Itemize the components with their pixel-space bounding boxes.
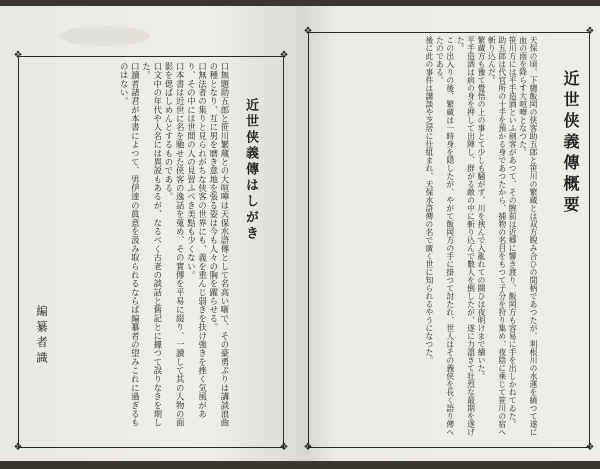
corner-ornament: ❖: [279, 442, 289, 453]
editor-signature: 編纂者識: [35, 305, 49, 367]
preface-body: 口無題助五郎と笹川繁蔵との大喧嘩は天保水滸傳として名高い噺で、その豪勇ぶりは講談浪曲の種となり、互に男を磨き意地を張る姿は今も人々の胸を躍らせる。 口無法者の集りと見られがちな侠客の世界にも、義を重んじ弱きを扶け強きを挫く気風があり、その中には世間の人の見習ふべき美點も少くない。 口本書は近世に名を馳せた侠客の逸話を蒐め、その實傳を平易に綴り、一讀して其の人物の面影を偲ばしめんとするものである。 口文中の年代や人名には異説もあるが、なるべく古老の談話と舊記とに據つて誤りなきを期した。 口讀者諸君が本書によつて、男伊達の眞意を汲み取られるならば編纂者の望みこれに過ぎるものはない。: [119, 62, 230, 427]
page-stain: [60, 26, 150, 46]
summary-body: 天保の頃、下總飯岡の侠客助五郎と笹川の繁蔵とは双方睨み合ひの間柄であつたが、利根川の水運を繞つて遂に血の雨を降らす大喧嘩となつた。 笹川方には平手造酒といふ劍客があつて、その腕前は近郷に響き渡り、飯岡方も容易に手を出しかねてゐた。 助五郎は代官所の十手を預かる身であつたから、捕物の名目をもつて子分を狩り集め、夜陰に乘じて笹川の宿へ斬り込んだ。 繁蔵方も豫て覺悟の上の事とて少しも騒がず、川を挾んで入亂れての鬪ひは夜明けまで續いた。 平手造酒は病の身を押して出陣し、群がる敵の中に斬り込んで數人を倒したが、遂に力盡きて壮烈な最期を遂げた。 この出入りの後、繁蔵は一時身を隠したが、やがて飯岡方の手に掛つて討たれ、世人はその義侠を長く語り傳へたのである。 後に此の事件は講談や芝居に仕組まれ、天保水滸傳の名で廣く世に知られるやうになつた。: [424, 36, 538, 436]
corner-ornament: ❖: [303, 442, 313, 453]
corner-ornament: ❖: [585, 26, 595, 37]
corner-ornament: ❖: [13, 442, 23, 453]
summary-title: 近世侠義傳概要: [561, 70, 580, 217]
preface-title: 近世侠義傳はしがき: [243, 98, 258, 242]
corner-ornament: ❖: [279, 50, 289, 61]
corner-ornament: ❖: [13, 50, 23, 61]
corner-ornament: ❖: [303, 26, 313, 37]
corner-ornament: ❖: [585, 442, 595, 453]
